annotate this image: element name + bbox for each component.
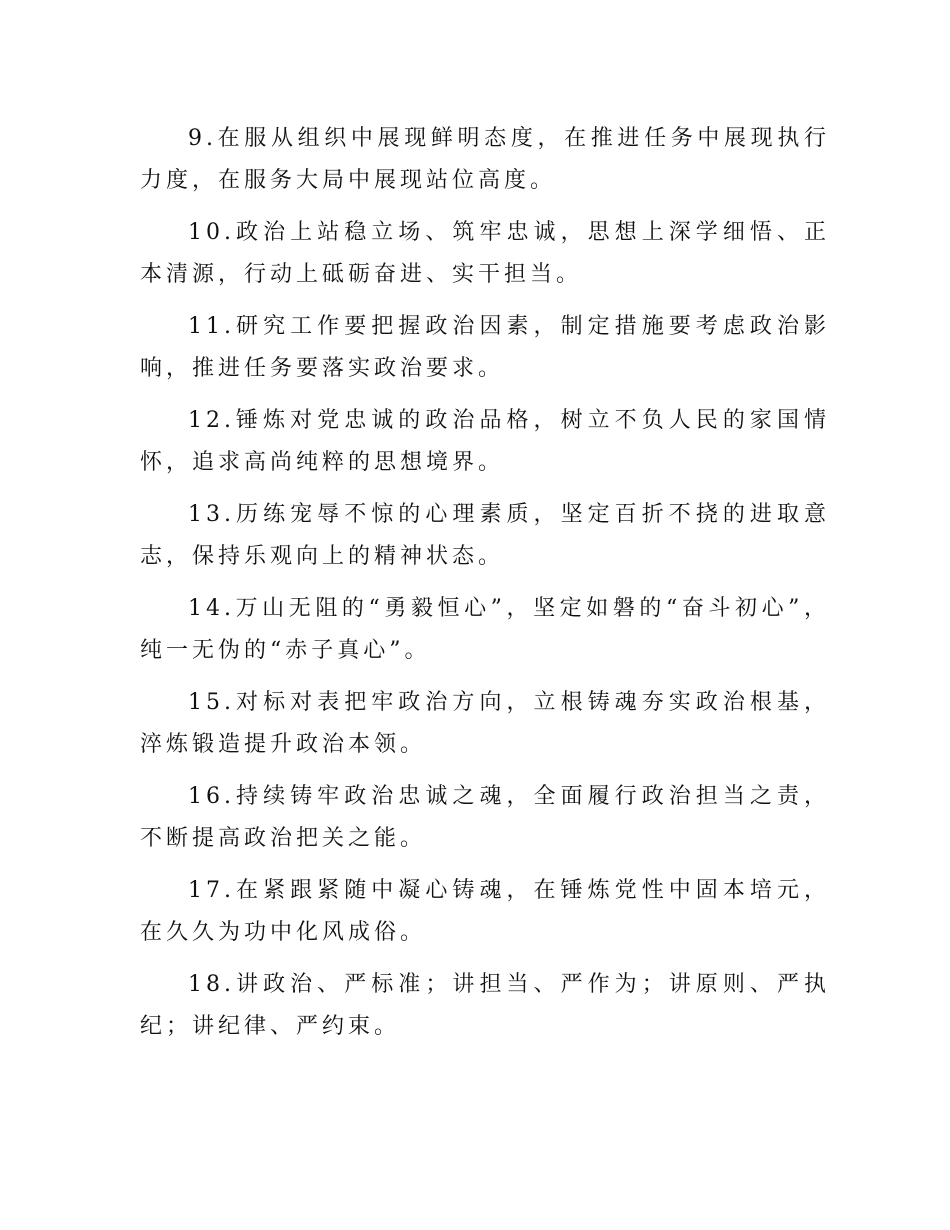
paragraph-13: 13.历练宠辱不惊的心理素质，坚定百折不挠的进取意志，保持乐观向上的精神状态。 bbox=[140, 502, 830, 569]
paragraph-16: 16.持续铸牢政治忠诚之魂，全面履行政治担当之责，不断提高政治把关之能。 bbox=[140, 784, 830, 851]
paragraph-15: 15.对标对表把牢政治方向，立根铸魂夯实政治根基，淬炼锻造提升政治本领。 bbox=[140, 690, 830, 757]
paragraph-18: 18.讲政治、严标准；讲担当、严作为；讲原则、严执纪；讲纪律、严约束。 bbox=[140, 972, 830, 1039]
paragraph-12: 12.锤炼对党忠诚的政治品格，树立不负人民的家国情怀，追求高尚纯粹的思想境界。 bbox=[140, 408, 830, 475]
document-body bbox=[140, 118, 830, 1058]
paragraph-9: 9.在服从组织中展现鲜明态度，在推进任务中展现执行力度，在服务大局中展现站位高度。 bbox=[140, 126, 830, 193]
paragraph-14: 14.万山无阻的“勇毅恒心”，坚定如磐的“奋斗初心”，纯一无伪的“赤子真心”。 bbox=[140, 596, 830, 663]
paragraph-11: 11.研究工作要把握政治因素，制定措施要考虑政治影响，推进任务要落实政治要求。 bbox=[140, 314, 830, 381]
paragraph-17: 17.在紧跟紧随中凝心铸魂，在锤炼党性中固本培元，在久久为功中化风成俗。 bbox=[140, 878, 830, 945]
paragraph-10: 10.政治上站稳立场、筑牢忠诚，思想上深学细悟、正本清源，行动上砥砺奋进、实干担当。 bbox=[140, 220, 830, 287]
